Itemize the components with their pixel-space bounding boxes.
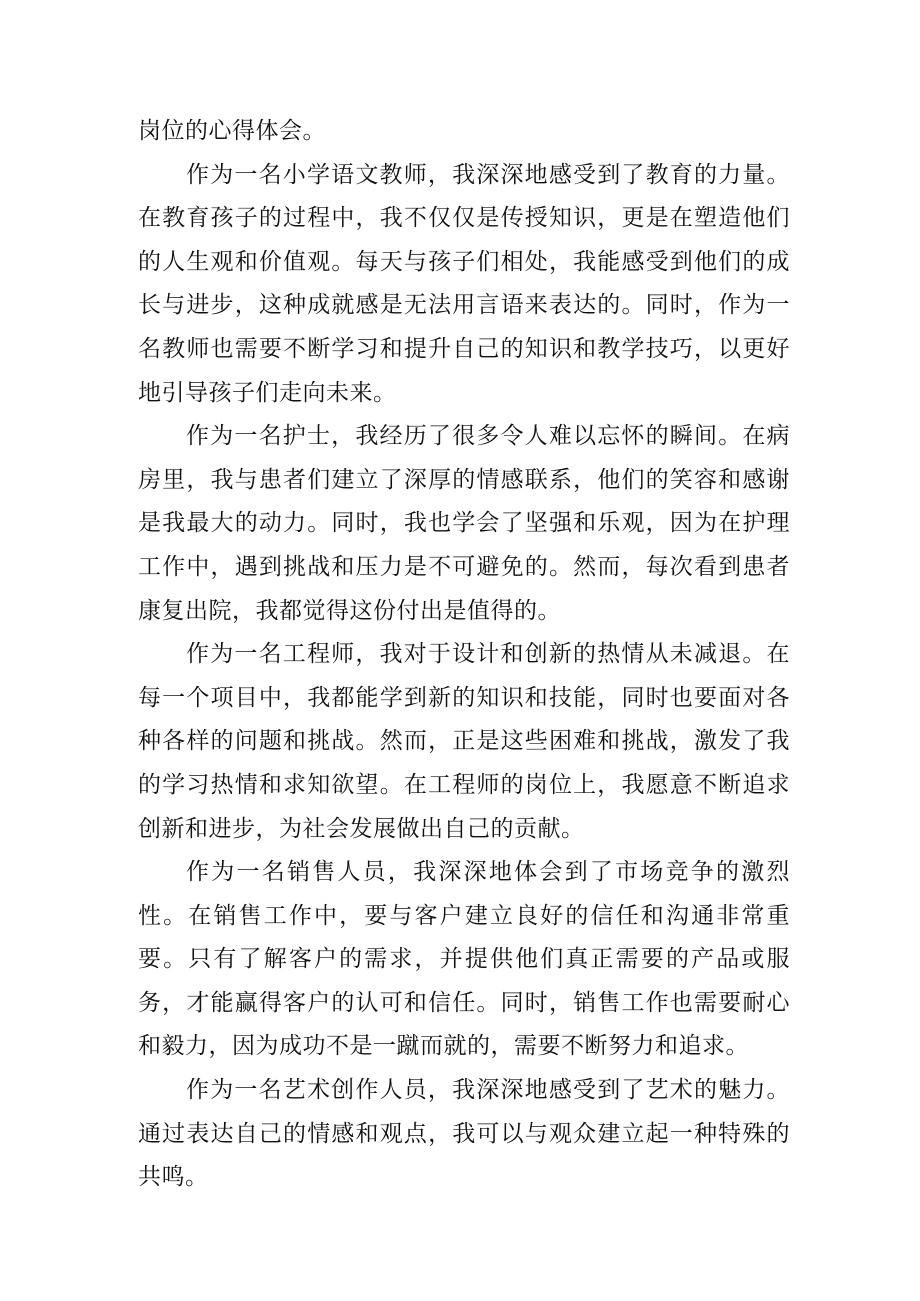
paragraph-teacher: 作为一名小学语文教师，我深深地感受到了教育的力量。在教育孩子的过程中，我不仅仅是传授知识，更是在塑造他们的人生观和价值观。每天与孩子们相处，我能感受到他们的成长与进步，这种成就感是无法用言语来表达的。同时，作为一名教师也需要不断学习和提升自己的知识和教学技巧，以更好地引导孩子们走向未来。 [138, 161, 790, 406]
paragraph-artist: 作为一名艺术创作人员，我深深地感受到了艺术的魅力。通过表达自己的情感和观点，我可以与观众建立起一种特殊的共鸣。 [138, 1077, 790, 1191]
paragraph-engineer: 作为一名工程师，我对于设计和创新的热情从未减退。在每一个项目中，我都能学到新的知识和技能，同时也要面对各种各样的问题和挑战。然而，正是这些困难和挑战，激发了我的学习热情和求知欲望。在工程师的岗位上，我愿意不断追求创新和进步，为社会发展做出自己的贡献。 [138, 641, 790, 842]
paragraph-continuation: 岗位的心得体会。 [138, 118, 326, 144]
document-body [138, 110, 790, 1200]
paragraph-sales: 作为一名销售人员，我深深地体会到了市场竞争的激烈性。在销售工作中，要与客户建立良好的信任和沟通非常重要。只有了解客户的需求，并提供他们真正需要的产品或服务，才能赢得客户的认可和信任。同时，销售工作也需要耐心和毅力，因为成功不是一蹴而就的，需要不断努力和追求。 [138, 859, 790, 1060]
paragraph-nurse: 作为一名护士，我经历了很多令人难以忘怀的瞬间。在病房里，我与患者们建立了深厚的情感联系，他们的笑容和感谢是我最大的动力。同时，我也学会了坚强和乐观，因为在护理工作中，遇到挑战和压力是不可避免的。然而，每次看到患者康复出院，我都觉得这份付出是值得的。 [138, 423, 790, 624]
